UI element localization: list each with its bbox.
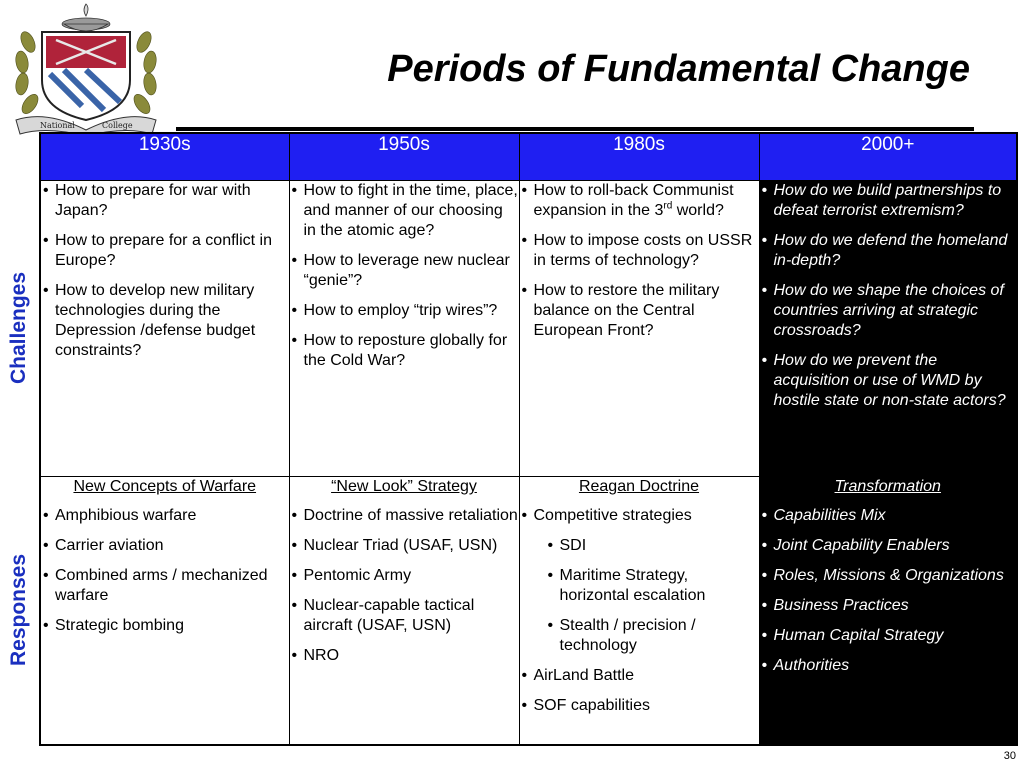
challenges-1950s-cell	[289, 181, 519, 477]
column-header-1980s: 1980s	[519, 133, 759, 181]
list-item: • AirLand Battle	[520, 666, 759, 686]
responses-label-text: Responses	[7, 553, 31, 667]
list-item: • Nuclear Triad (USAF, USN)	[290, 536, 519, 556]
challenges-2000s-cell	[759, 181, 1017, 477]
list-item: • NRO	[290, 646, 519, 666]
responses-1980s-cell	[519, 477, 759, 746]
list-item: • How to restore the military balance on the Central European Front?	[520, 281, 759, 341]
list-item: • Doctrine of massive retaliation	[290, 506, 519, 526]
responses-row	[40, 477, 1017, 746]
list-item: • Strategic bombing	[41, 616, 289, 636]
challenges-1980s-cell	[519, 181, 759, 477]
challenges-row	[40, 181, 1017, 477]
list-subitem: • SDI	[546, 536, 759, 556]
responses-2000s-cell	[759, 477, 1017, 746]
list-item: • SOF capabilities	[520, 696, 759, 716]
column-header-2000s: 2000+	[759, 133, 1017, 181]
responses-row-label	[0, 476, 38, 744]
list-item: • Human Capital Strategy	[760, 626, 1017, 646]
list-subitem: • Maritime Strategy, horizontal escalation	[546, 566, 759, 606]
responses-1980s-heading: Reagan Doctrine	[578, 478, 700, 495]
list-item: • Amphibious warfare	[41, 506, 289, 526]
responses-1950s-cell	[289, 477, 519, 746]
svg-text:College: College	[102, 121, 133, 130]
list-item: • How to employ “trip wires”?	[290, 301, 519, 321]
list-item: • How to prepare for a conflict in Europe?	[41, 231, 289, 271]
list-item: • Authorities	[760, 656, 1017, 676]
list-item: • Business Practices	[760, 596, 1017, 616]
column-header-1930s: 1930s	[40, 133, 289, 181]
list-item: • How do we shape the choices of countries arriving at strategic crossroads?	[760, 281, 1017, 341]
list-item: • Competitive strategies	[520, 506, 759, 526]
list-item: • How to roll-back Communist expansion in the 3rd world?	[520, 181, 759, 221]
list-item: • How to develop new military technologies during the Depression /defense budget constraints?	[41, 281, 289, 361]
list-item: • How to leverage new nuclear “genie”?	[290, 251, 519, 291]
list-item: • Carrier aviation	[41, 536, 289, 556]
responses-1930s-heading: New Concepts of Warfare	[73, 478, 257, 495]
slide-title: Periods of Fundamental Change	[387, 48, 970, 90]
periods-table	[39, 132, 1018, 746]
list-item: • Roles, Missions & Organizations	[760, 566, 1017, 586]
list-item: • How to impose costs on USSR in terms of technology?	[520, 231, 759, 271]
list-subitem: • Stealth / precision / technology	[546, 616, 759, 656]
responses-1930s-cell	[40, 477, 289, 746]
list-item: • Pentomic Army	[290, 566, 519, 586]
national-college-crest-logo	[6, 2, 166, 136]
list-item: • How do we prevent the acquisition or use of WMD by hostile state or non-state actors?	[760, 351, 1017, 411]
challenges-row-label	[0, 180, 38, 476]
list-item: • How to fight in the time, place, and manner of our choosing in the atomic age?	[290, 181, 519, 241]
challenges-label-text: Challenges	[7, 271, 31, 385]
responses-1950s-heading: “New Look” Strategy	[331, 478, 477, 495]
responses-2000s-heading: Transformation	[834, 478, 941, 495]
list-item: • Joint Capability Enablers	[760, 536, 1017, 556]
list-item: • How do we build partnerships to defeat terrorist extremism?	[760, 181, 1017, 221]
list-item: • Nuclear-capable tactical aircraft (USAF, USN)	[290, 596, 519, 636]
column-header-1950s: 1950s	[289, 133, 519, 181]
list-item: • Combined arms / mechanized warfare	[41, 566, 289, 606]
header-row	[40, 133, 1017, 181]
list-item: • How to prepare for war with Japan?	[41, 181, 289, 221]
list-item: • How to reposture globally for the Cold War?	[290, 331, 519, 371]
svg-text:National: National	[40, 121, 75, 130]
list-item: • How do we defend the homeland in-depth?	[760, 231, 1017, 271]
list-item: • Capabilities Mix	[760, 506, 1017, 526]
page-number: 30	[1003, 750, 1016, 762]
title-underline-rule	[176, 127, 974, 131]
challenges-1930s-cell	[40, 181, 289, 477]
